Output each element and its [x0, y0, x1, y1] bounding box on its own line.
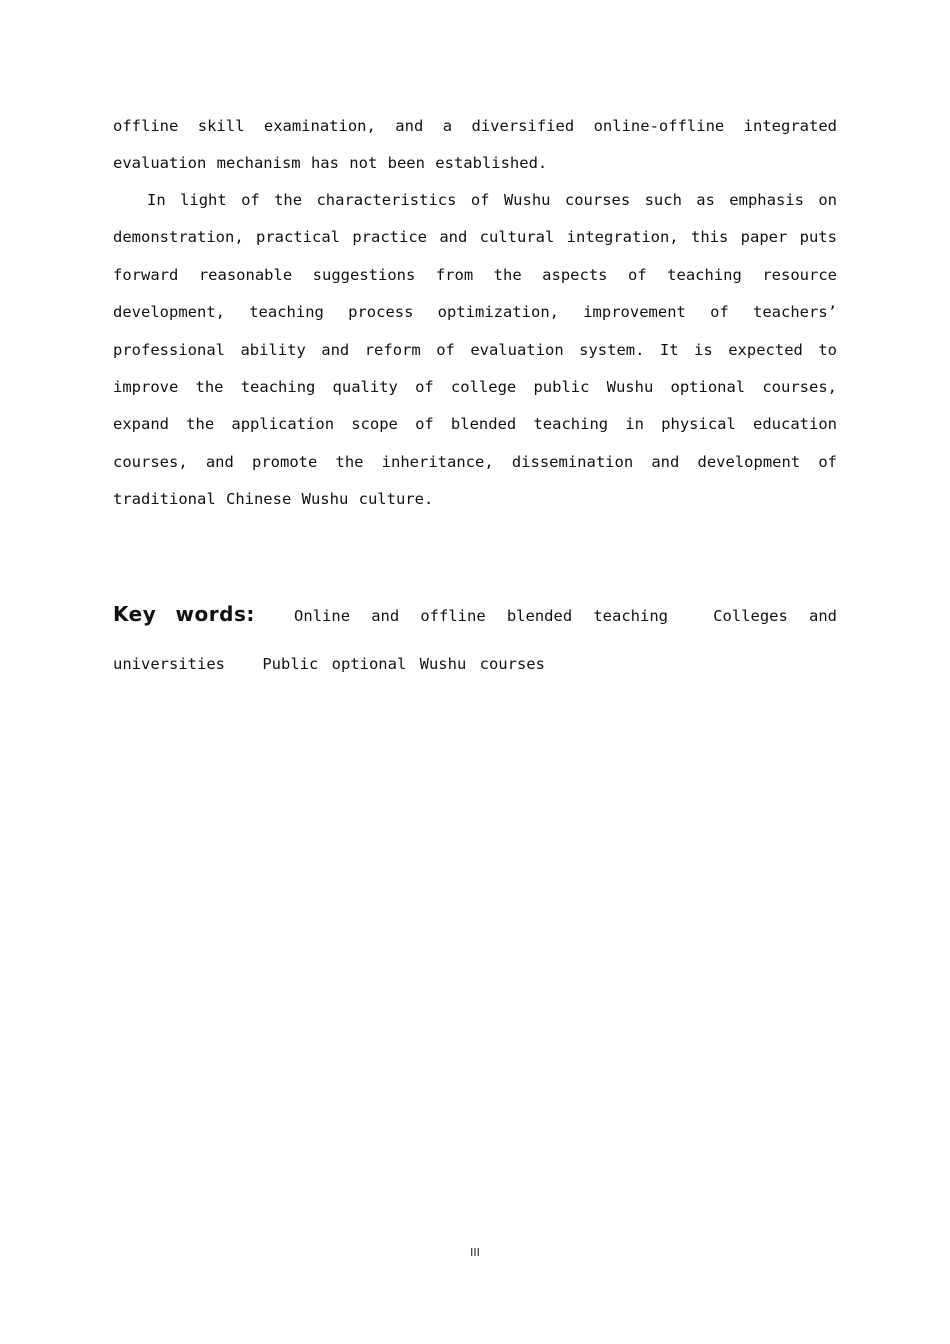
page-number: III — [470, 1246, 480, 1259]
keywords-label: Key words: — [113, 602, 255, 626]
abstract-paragraph: In light of the characteristics of Wushu courses such as emphasis on demonstration, practical practice and cultural integration, this paper puts forward reasonable suggestions from the aspects of teaching resource development, teaching process optimization, improvement of teachers’ professional ability and reform of evaluation system. It is expected to improve the teaching quality of college public Wushu optional courses, expand the application scope of blended teaching in physical education courses, and promote the inheritance, dissemination and development of traditional Chinese Wushu culture. — [113, 191, 837, 509]
keywords-section — [113, 590, 837, 688]
abstract-paragraph-continued: offline skill examination, and a diversified online-offline integrated evaluation mechanism has not been established. — [113, 117, 837, 173]
keyword-term: Public optional Wushu courses — [262, 655, 545, 673]
keyword-term: Online and offline blended teaching — [294, 607, 668, 625]
keyword-term: Colleges and universities — [113, 607, 837, 673]
